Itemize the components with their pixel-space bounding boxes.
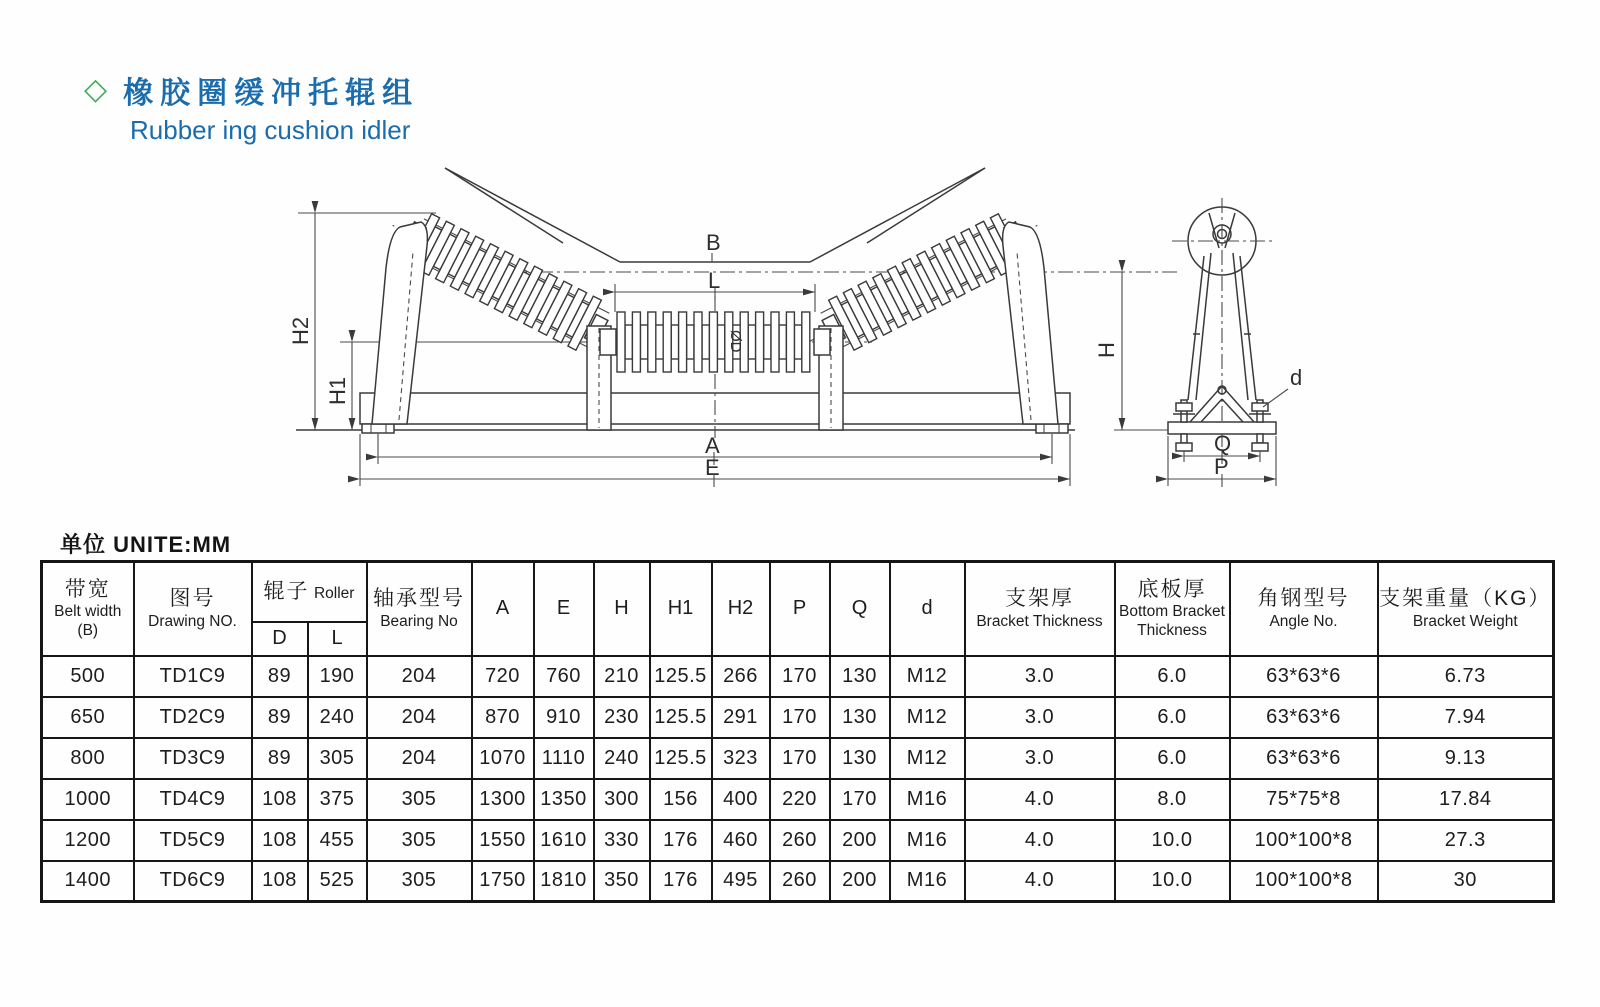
col-header-roller: 辊子 Roller (252, 562, 367, 622)
table-cell: 156 (650, 779, 712, 820)
table-cell: 63*63*6 (1230, 656, 1378, 697)
table-cell: 89 (252, 697, 308, 738)
side-view (1094, 198, 1302, 487)
table-cell: 720 (472, 656, 534, 697)
table-cell: 27.3 (1378, 820, 1554, 861)
table-cell: TD1C9 (134, 656, 252, 697)
table-cell: 9.13 (1378, 738, 1554, 779)
table-cell: 760 (534, 656, 594, 697)
table-cell: M16 (890, 820, 965, 861)
table-cell: 204 (367, 656, 472, 697)
table-cell: 350 (594, 861, 650, 902)
table-cell: 323 (712, 738, 770, 779)
table-cell: 75*75*8 (1230, 779, 1378, 820)
table-cell: 7.94 (1378, 697, 1554, 738)
table-cell: 240 (594, 738, 650, 779)
table-cell: M16 (890, 861, 965, 902)
table-cell: 260 (770, 861, 830, 902)
dim-label-h2: H2 (288, 316, 313, 345)
table-cell: 1110 (534, 738, 594, 779)
table-cell: 130 (830, 656, 890, 697)
table-cell: 305 (308, 738, 367, 779)
table-row (42, 861, 1554, 902)
table-cell: 176 (650, 861, 712, 902)
table-cell: 176 (650, 820, 712, 861)
dim-label-b: B (706, 230, 721, 255)
col-header-q: Q (830, 562, 890, 656)
table-cell: 455 (308, 820, 367, 861)
table-cell: TD3C9 (134, 738, 252, 779)
dim-label-q: Q (1214, 431, 1232, 456)
unit-label: 单位 UNITE:MM (60, 532, 232, 557)
dim-label-p: P (1214, 454, 1229, 479)
table-cell: 500 (42, 656, 134, 697)
dim-label-l: L (708, 268, 721, 293)
col-header-belt-width: 带宽 Belt width (B) (42, 562, 134, 656)
col-header-bottom-bracket: 底板厚 Bottom Bracket Thickness (1115, 562, 1230, 656)
table-cell: 1550 (472, 820, 534, 861)
table-cell: 3.0 (965, 656, 1115, 697)
table-cell: 375 (308, 779, 367, 820)
table-cell: 8.0 (1115, 779, 1230, 820)
table-cell: 4.0 (965, 861, 1115, 902)
table-cell: 3.0 (965, 738, 1115, 779)
table-cell: 240 (308, 697, 367, 738)
table-cell: 330 (594, 820, 650, 861)
spec-table (40, 560, 1555, 903)
table-cell: 17.84 (1378, 779, 1554, 820)
col-header-roller-l: L (308, 622, 367, 656)
table-cell: 170 (770, 656, 830, 697)
table-cell: 100*100*8 (1230, 861, 1378, 902)
dim-label-e: E (705, 455, 720, 480)
table-cell: 200 (830, 861, 890, 902)
table-cell: 6.73 (1378, 656, 1554, 697)
page-title-english: Rubber ing cushion idler (130, 115, 411, 145)
table-cell: 305 (367, 861, 472, 902)
table-cell: 460 (712, 820, 770, 861)
table-cell: M12 (890, 738, 965, 779)
table-cell: 1300 (472, 779, 534, 820)
table-cell: 291 (712, 697, 770, 738)
table-cell: 10.0 (1115, 820, 1230, 861)
table-row (42, 779, 1554, 820)
table-cell: TD5C9 (134, 820, 252, 861)
dim-label-diameter: ØD (727, 330, 744, 353)
table-cell: 3.0 (965, 697, 1115, 738)
table-row (42, 697, 1554, 738)
table-cell: 125.5 (650, 738, 712, 779)
table-cell: 1200 (42, 820, 134, 861)
table-cell: 220 (770, 779, 830, 820)
table-cell: 210 (594, 656, 650, 697)
table-cell: 305 (367, 820, 472, 861)
table-cell: 6.0 (1115, 738, 1230, 779)
table-cell: 63*63*6 (1230, 738, 1378, 779)
spec-table-body (42, 656, 1554, 902)
table-cell: 1610 (534, 820, 594, 861)
table-cell: M12 (890, 656, 965, 697)
table-cell: 4.0 (965, 820, 1115, 861)
table-cell: 260 (770, 820, 830, 861)
table-cell: 100*100*8 (1230, 820, 1378, 861)
table-cell: M12 (890, 697, 965, 738)
page-title-chinese: 橡胶圈缓冲托辊组 (123, 77, 420, 110)
table-cell: TD6C9 (134, 861, 252, 902)
table-cell: 125.5 (650, 697, 712, 738)
table-cell: 89 (252, 738, 308, 779)
table-cell: 1350 (534, 779, 594, 820)
table-cell: 650 (42, 697, 134, 738)
dim-label-d: d (1290, 365, 1303, 390)
col-header-p: P (770, 562, 830, 656)
table-cell: 870 (472, 697, 534, 738)
table-cell: 305 (367, 779, 472, 820)
dim-label-h: H (1094, 342, 1119, 358)
table-cell: 495 (712, 861, 770, 902)
table-cell: 525 (308, 861, 367, 902)
table-cell: 130 (830, 738, 890, 779)
table-cell: 170 (770, 697, 830, 738)
table-cell: 300 (594, 779, 650, 820)
table-cell: 6.0 (1115, 697, 1230, 738)
table-cell: 190 (308, 656, 367, 697)
table-cell: 170 (770, 738, 830, 779)
table-cell: TD2C9 (134, 697, 252, 738)
table-cell: 108 (252, 779, 308, 820)
table-cell: 30 (1378, 861, 1554, 902)
front-view (288, 168, 1178, 487)
table-cell: 230 (594, 697, 650, 738)
table-cell: 204 (367, 697, 472, 738)
col-header-e: E (534, 562, 594, 656)
col-header-h2: H2 (712, 562, 770, 656)
table-cell: 63*63*6 (1230, 697, 1378, 738)
diamond-bullet-icon: ◇ (84, 73, 108, 106)
col-header-drawing-no: 图号 Drawing NO. (134, 562, 252, 656)
table-cell: 910 (534, 697, 594, 738)
col-header-roller-d: D (252, 622, 308, 656)
table-row (42, 738, 1554, 779)
dim-label-a: A (705, 433, 720, 458)
dim-label-h1: H1 (325, 376, 350, 405)
table-cell: 4.0 (965, 779, 1115, 820)
table-cell: 200 (830, 820, 890, 861)
table-cell: 170 (830, 779, 890, 820)
table-cell: M16 (890, 779, 965, 820)
table-cell: 1750 (472, 861, 534, 902)
table-cell: 1810 (534, 861, 594, 902)
col-header-bracket-thickness: 支架厚 Bracket Thickness (965, 562, 1115, 656)
table-row (42, 820, 1554, 861)
table-cell: 400 (712, 779, 770, 820)
center-roller (617, 312, 810, 372)
table-cell: TD4C9 (134, 779, 252, 820)
table-cell: 108 (252, 861, 308, 902)
table-cell: 1400 (42, 861, 134, 902)
col-header-angle-no: 角钢型号 Angle No. (1230, 562, 1378, 656)
table-cell: 266 (712, 656, 770, 697)
col-header-a: A (472, 562, 534, 656)
table-cell: 89 (252, 656, 308, 697)
col-header-h: H (594, 562, 650, 656)
table-cell: 125.5 (650, 656, 712, 697)
col-header-bearing: 轴承型号 Bearing No (367, 562, 472, 656)
table-cell: 10.0 (1115, 861, 1230, 902)
col-header-d: d (890, 562, 965, 656)
table-cell: 130 (830, 697, 890, 738)
table-cell: 108 (252, 820, 308, 861)
table-cell: 6.0 (1115, 656, 1230, 697)
table-cell: 204 (367, 738, 472, 779)
col-header-bracket-weight: 支架重量（KG） Bracket Weight (1378, 562, 1554, 656)
table-cell: 1070 (472, 738, 534, 779)
col-header-h1: H1 (650, 562, 712, 656)
table-cell: 1000 (42, 779, 134, 820)
table-cell: 800 (42, 738, 134, 779)
table-row (42, 656, 1554, 697)
